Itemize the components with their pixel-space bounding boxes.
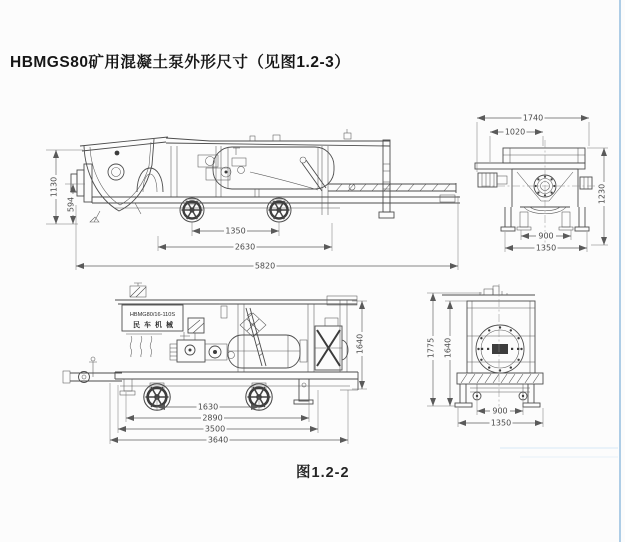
dim-label-overall-height: 1130 — [49, 176, 59, 198]
wheel-rear — [267, 198, 291, 222]
dim-label-wheelbase: 1630 — [197, 402, 219, 412]
model-plate-text: HBMG80/16-110S — [129, 312, 176, 318]
dim-label-outlet-height: 594 — [66, 196, 76, 213]
dim-label-overall-length: 3640 — [207, 435, 229, 445]
name-plate — [122, 305, 183, 331]
delivery-boom — [328, 183, 456, 202]
dim-label-inner-track: 900 — [538, 231, 554, 241]
dim-outlet-height-594 — [65, 184, 85, 224]
dim-label-body-height: 1640 — [443, 337, 453, 359]
dim-overall-height-1640 — [352, 301, 367, 389]
dim-label-overall-height: 1775 — [426, 337, 436, 359]
view-top-rear — [475, 114, 608, 253]
dim-label-outer-track: 1350 — [535, 243, 557, 253]
dim-label-top-width: 1740 — [522, 113, 544, 123]
dim-label-overall-length: 5820 — [254, 261, 276, 271]
dim-inner-track-900 — [477, 401, 523, 416]
hanging-hooks — [126, 334, 162, 357]
bearing-flange — [476, 325, 524, 373]
wheel-front — [180, 198, 204, 222]
dim-label-outer-track: 1350 — [490, 418, 512, 428]
page-border-line — [619, 0, 621, 542]
tank-cylinder — [228, 335, 307, 368]
dim-label-body-width: 1020 — [504, 127, 526, 137]
dim-body-width-1020 — [490, 128, 543, 163]
page-title: HBMGS80矿用混凝土泵外形尺寸（见图1.2-3） — [10, 54, 351, 71]
dim-label-body-length: 3500 — [204, 424, 226, 434]
motor-unit — [315, 318, 348, 370]
dim-inner-track-900 — [521, 230, 571, 241]
figure-caption: 图1.2-2 — [296, 465, 350, 481]
view-top-side — [46, 129, 460, 271]
dim-label-frame-length: 2890 — [202, 413, 223, 423]
dim-overall-height-1775 — [427, 293, 483, 406]
dim-body-height-1640 — [444, 301, 468, 406]
engine-unit — [170, 318, 235, 362]
scan-artifact-band — [520, 456, 618, 458]
brand-plate-text: 民车机械 — [133, 322, 177, 329]
view-bottom-side — [63, 283, 367, 445]
view-bottom-rear — [427, 284, 544, 428]
scan-artifact-band — [500, 447, 618, 449]
hopper — [71, 137, 168, 222]
body-shell — [475, 148, 585, 214]
dim-overall-length-3640 — [110, 383, 348, 445]
dim-overall-height-1230 — [587, 148, 608, 245]
hopper-flange — [108, 164, 124, 180]
dim-label-overall-height: 1230 — [597, 183, 607, 205]
dim-wheelbase-1350 — [192, 222, 279, 236]
tow-hitch — [63, 357, 122, 383]
dim-label-inner-track: 900 — [492, 406, 508, 416]
dim-label-overall-height: 1640 — [355, 333, 365, 355]
dim-label-wheelbase: 1350 — [225, 226, 246, 236]
dim-label-frame-length: 2630 — [234, 242, 256, 252]
dim-wheelbase-1630 — [157, 397, 259, 412]
